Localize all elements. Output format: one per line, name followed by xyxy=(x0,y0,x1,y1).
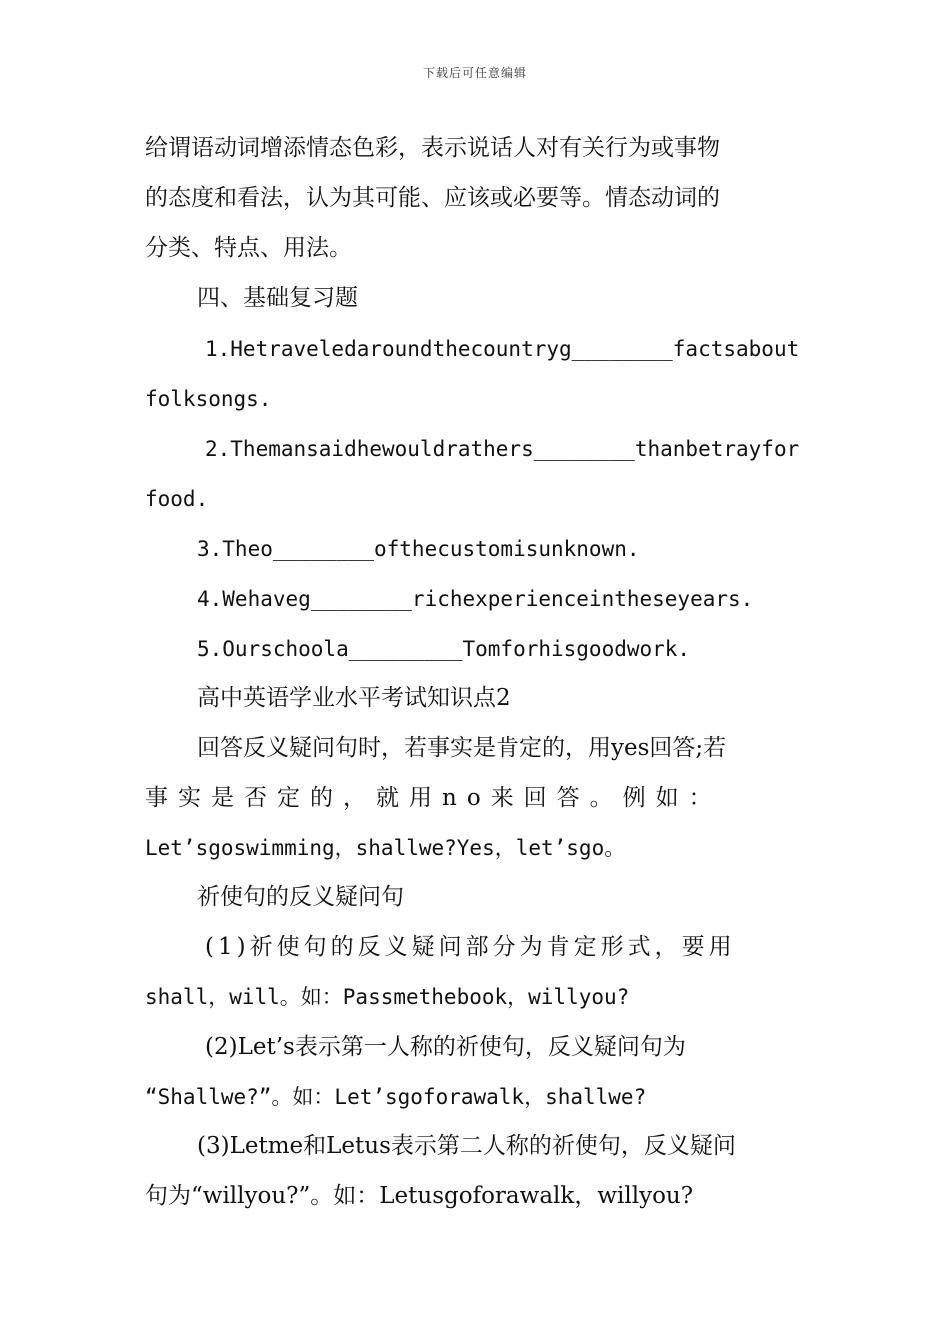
exercise-item-continued: folksongs. xyxy=(145,387,272,411)
paragraph-line: 句为“willyou?”。如：Letusgoforawalk，willyou? xyxy=(145,1183,694,1209)
page-header: 下载后可任意编辑 xyxy=(422,66,527,80)
paragraph-line: 的态度和看法，认为其可能、应该或必要等。情态动词的 xyxy=(145,185,720,211)
exercise-item: 5.Ourschoola_________Tomforhisgoodwork. xyxy=(197,637,691,661)
paragraph-line: 分类、特点、用法。 xyxy=(145,235,352,261)
exercise-item: 1.Hetraveledaroundthecountryg________factsabout xyxy=(205,337,800,361)
paragraph-line: “Shallwe?”。如：Let’sgoforawalk，shallwe? xyxy=(145,1085,647,1109)
section-heading: 高中英语学业水平考试知识点2 xyxy=(197,685,511,711)
paragraph-line: (3)Letme和Letus表示第二人称的祈使句，反义疑问 xyxy=(197,1133,736,1159)
paragraph-line: shall，will。如：Passmethebook，willyou? xyxy=(145,985,630,1009)
paragraph-line: (1)祈使句的反义疑问部分为肯定形式，要用 xyxy=(205,934,736,960)
section-heading: 祈使句的反义疑问句 xyxy=(197,884,404,910)
paragraph-line: 给谓语动词增添情态色彩，表示说话人对有关行为或事物 xyxy=(145,135,720,161)
exercise-item: 4.Wehaveg________richexperienceintheseyears. xyxy=(197,587,754,611)
exercise-item: 3.Theo________ofthecustomisunknown. xyxy=(197,537,640,561)
paragraph-line: Let’sgoswimming，shallwe?Yes，let’sgo。 xyxy=(145,836,626,860)
paragraph-line: (2)Let’s表示第一人称的祈使句，反义疑问句为 xyxy=(205,1034,686,1060)
paragraph-line: 回答反义疑问句时，若事实是肯定的，用yes回答;若 xyxy=(197,735,727,761)
paragraph-line: 事实是否定的，就用no来回答。例如： xyxy=(145,785,722,811)
exercise-item-continued: food. xyxy=(145,487,209,511)
section-heading: 四、基础复习题 xyxy=(197,285,358,311)
exercise-item: 2.Themansaidhewouldrathers________thanbetrayfor xyxy=(205,437,800,461)
